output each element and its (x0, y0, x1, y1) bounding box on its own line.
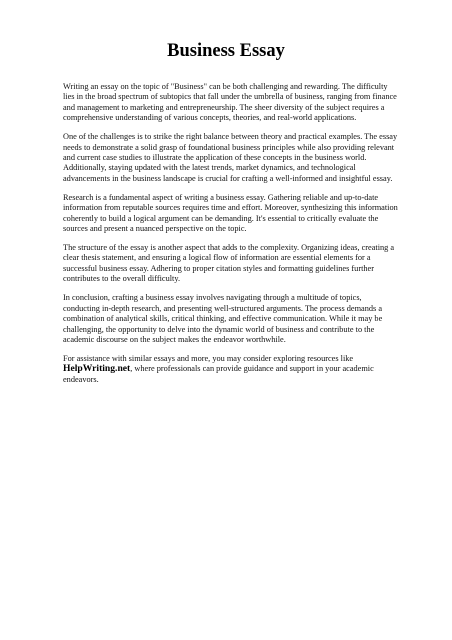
paragraph-intro: Writing an essay on the topic of "Business" can be both challenging and rewarding. The difficulty lies in the broad spectrum of subtopics that fall under the umbrella of business, ranging from finance and management to marketing and entrepreneurship. The sheer diversity of the subject requires a comprehensive understanding of various concepts, theories, and real-world applications. (63, 82, 397, 123)
paragraph-research: Research is a fundamental aspect of writing a business essay. Gathering reliable and up-to-date information from reputable sources requires time and effort. Moreover, synthesizing this information coherently to build a logical argument can be demanding. It's essential to critically evaluate the sources and present a nuanced perspective on the topic. (63, 192, 398, 234)
brand-name: HelpWriting.net (63, 363, 131, 375)
paragraph-conclusion: In conclusion, crafting a business essay involves navigating through a multitude of topics, conducting in-depth research, and presenting well-structured arguments. The process demands a combination of analytical skills, critical thinking, and effective communication. While it may be challenging, the opportunity to delve into the dynamic world of business and contribute to the academic discourse on the subject makes the endeavor worthwhile. (63, 293, 383, 344)
document-title: Business Essay (167, 41, 285, 61)
paragraph-theory-practice: One of the challenges is to strike the right balance between theory and practical examples. The essay needs to demonstrate a solid grasp of foundational business principles while also providing relevant and current case studies to illustrate the application of these concepts in the business world. Additionally, staying updated with the latest trends, market dynamics, and technological advancements in the business landscape is crucial for crafting a well-informed and insightful essay. (63, 132, 398, 183)
assistance-text-after: , where professionals can provide guidance and support in your academic endeavors. (63, 364, 374, 384)
document-body (63, 82, 399, 394)
paragraph-assistance (63, 354, 399, 385)
paragraph-structure: The structure of the essay is another aspect that adds to the complexity. Organizing ideas, creating a clear thesis statement, and ensuring a logical flow of information are essential elements for a successful business essay. Adhering to proper citation styles and formatting guidelines further contributes to the overall difficulty. (63, 243, 395, 284)
assistance-text-before: For assistance with similar essays and more, you may consider exploring resources like (63, 353, 354, 363)
